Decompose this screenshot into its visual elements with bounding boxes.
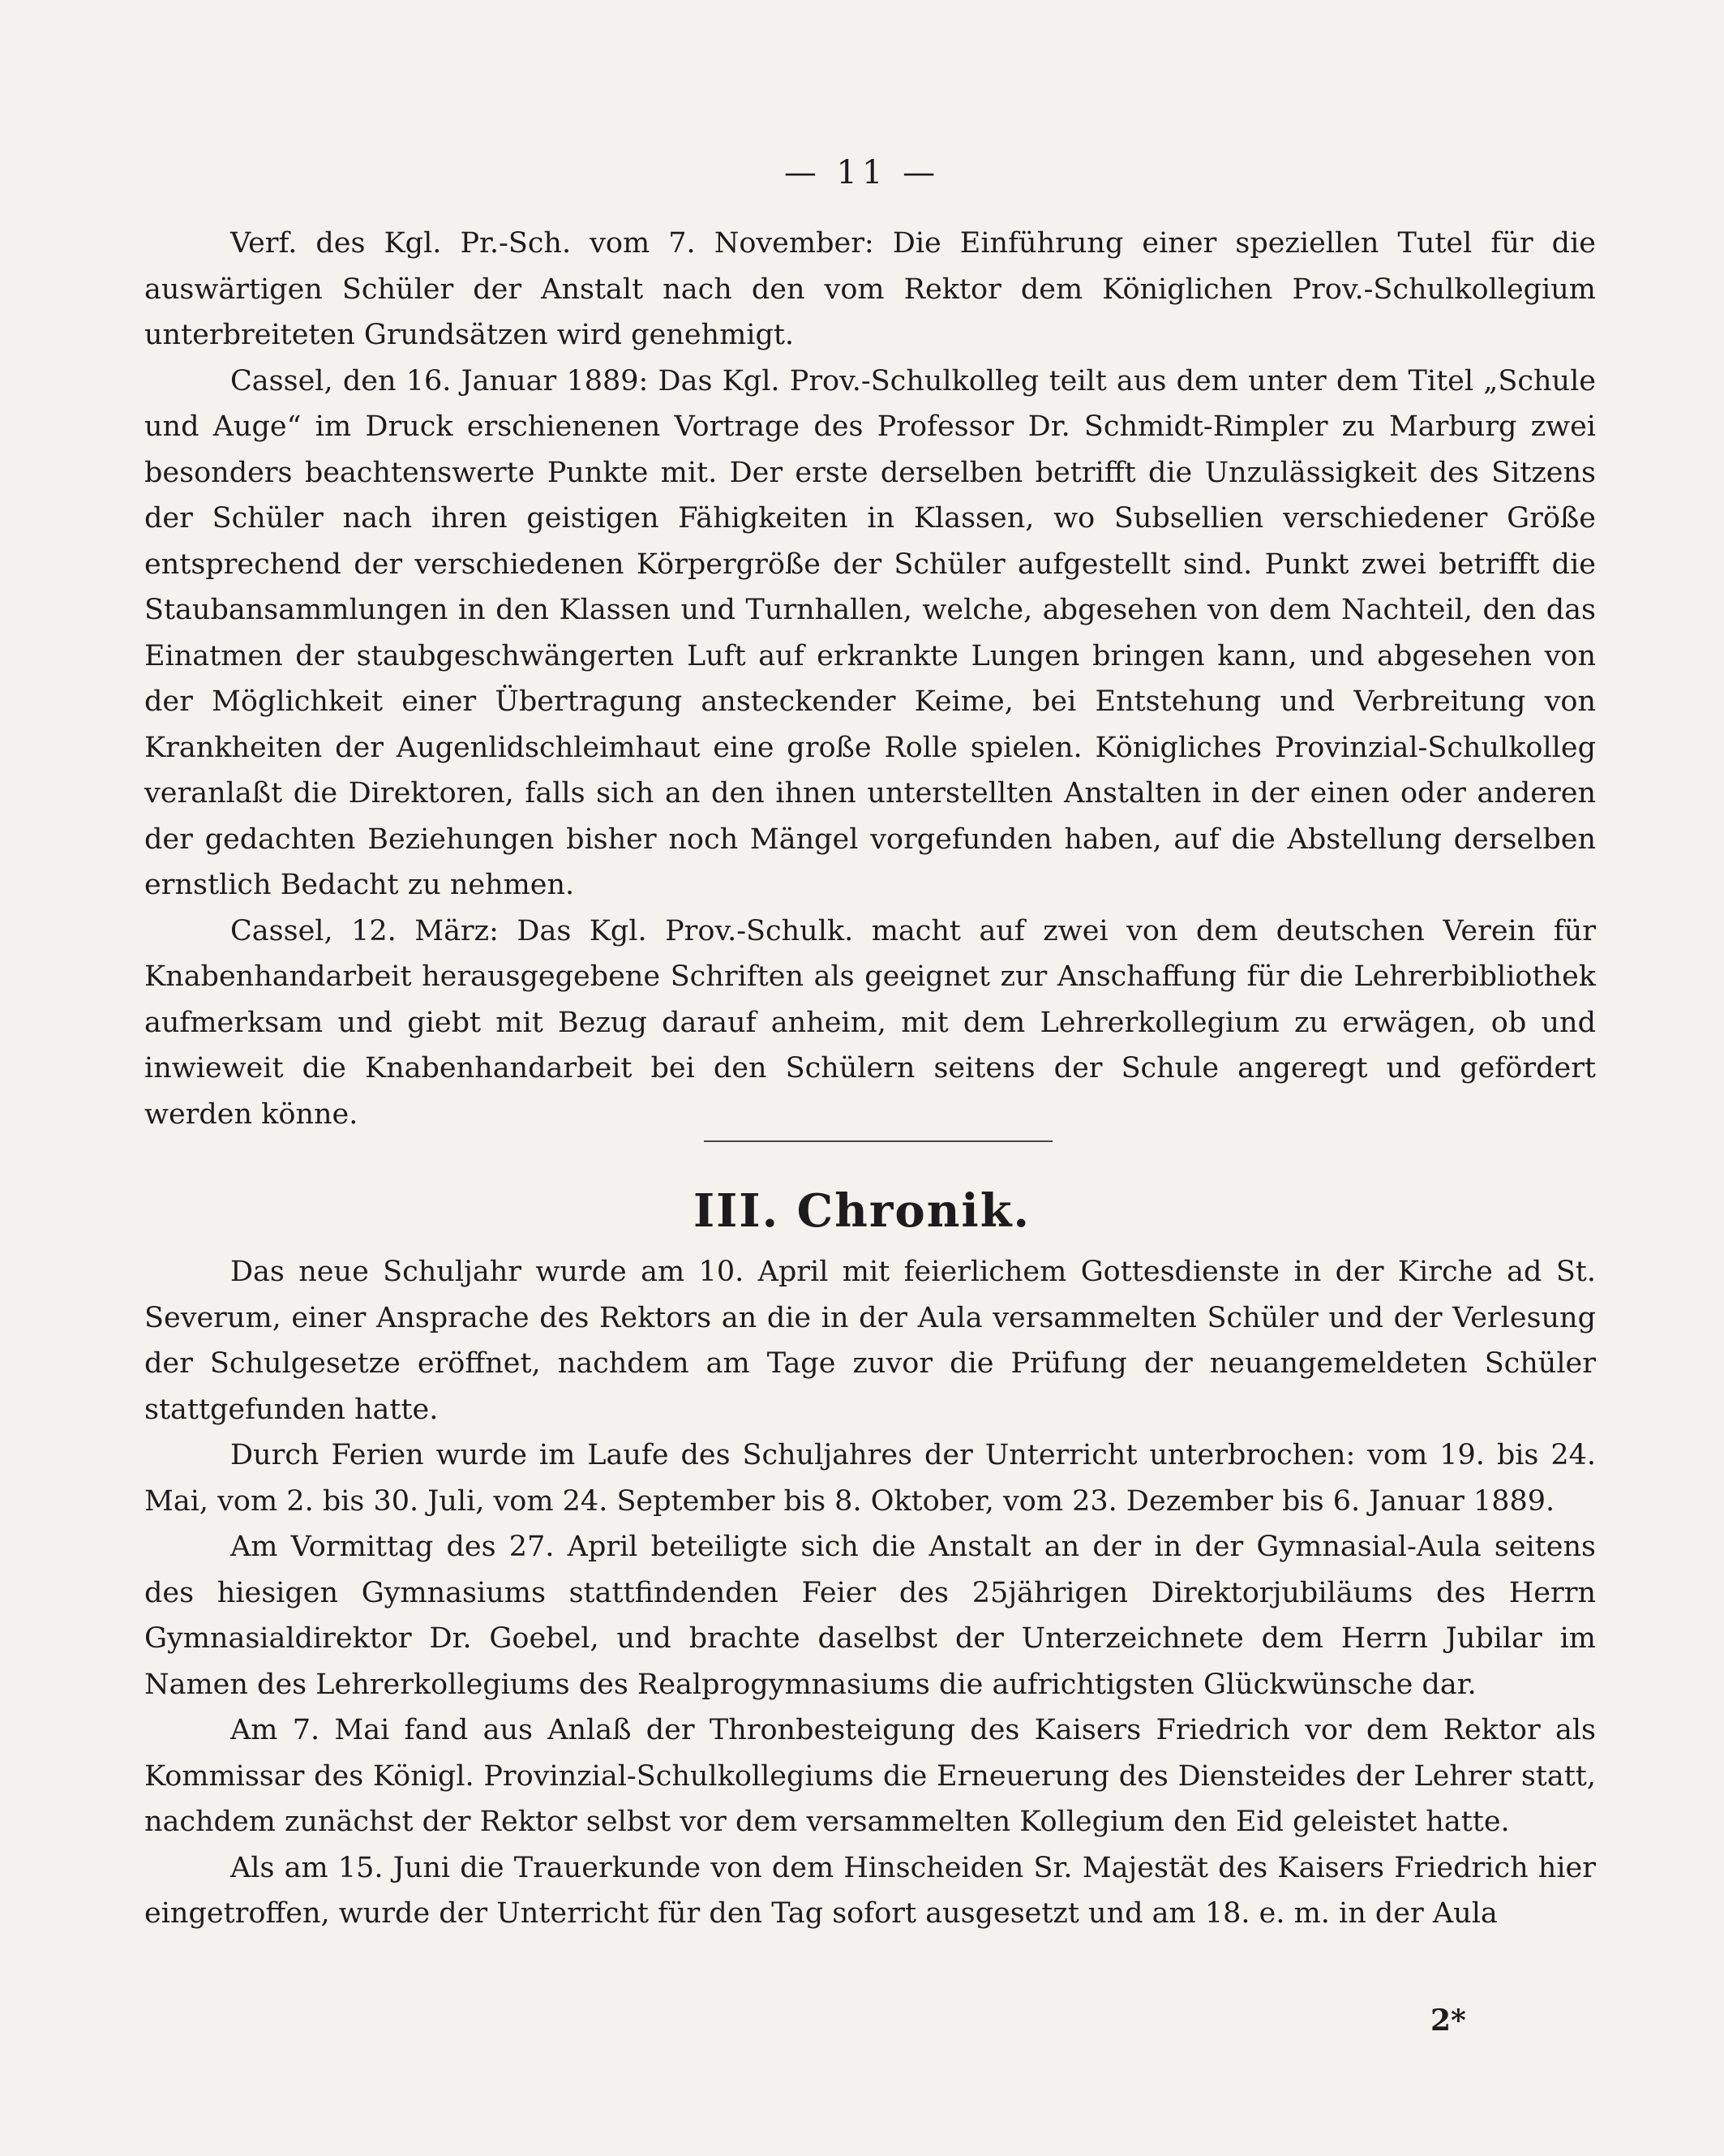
decree-paragraph-3: Cassel, 12. März: Das Kgl. Prov.-Schulk. macht auf zwei von dem deutschen Verein für Knabenhandarbeit herausgegebene Schriften als geeignet zur Anschaffung für die Lehrerbibliothek aufmerksam und giebt mit Bezug darauf anheim, mit dem Lehrerkollegium zu erwägen, ob und inwieweit die Knabenhandarbeit bei den Schülern seitens der Schule angeregt und gefördert werden könne. [144, 914, 1596, 1131]
chronik-section [144, 1249, 1596, 1937]
signature-mark: 2* [1430, 2004, 1466, 2038]
chronik-paragraph-1: Das neue Schuljahr wurde am 10. April mit feierlichem Gottesdienste in der Kirche ad St. Severum, einer Ansprache des Rektors an die in der Aula versammelten Schüler und der Verlesung der Schulgesetze eröffnet, nachdem am Tage zuvor die Prüfung der neuangemeldeten Schüler stattgefunden hatte. [144, 1256, 1596, 1426]
chronik-paragraph-5: Als am 15. Juni die Trauerkunde von dem Hinscheiden Sr. Majestät des Kaisers Friedrich hier eingetroffen, wurde der Unterricht für den Tag sofort ausgesetzt und am 18. e. m. in der Aula [144, 1851, 1596, 1930]
section-heading: III. Chronik. [693, 1184, 1031, 1238]
chronik-paragraph-2: Durch Ferien wurde im Laufe des Schuljahres der Unterricht unterbrochen: vom 19. bis 24. Mai, vom 2. bis 30. Juli, vom 24. September bis 8. Oktober, vom 23. Dezember bis 6. Januar 1889. [144, 1439, 1596, 1518]
decree-paragraph-2: Cassel, den 16. Januar 1889: Das Kgl. Prov.-Schulkolleg teilt aus dem unter dem Titel „Schule und Auge“ im Druck erschienenen Vortrage des Professor Dr. Schmidt-Rimpler zu Marburg zwei besonders beachtenswerte Punkte mit. Der erste derselben betrifft die Unzulässigkeit des Sitzens der Schüler nach ihren geistigen Fähigkeiten in Klassen, wo Subsellien verschiedener Größe entsprechend der verschiedenen Körpergröße der Schüler aufgestellt sind. Punkt zwei betrifft die Staubansammlungen in den Klassen und Turnhallen, welche, abgesehen von dem Nachteil, den das Einatmen der staubgeschwängerten Luft auf erkrankte Lungen bringen kann, und abgesehen von der Möglichkeit einer Übertragung ansteckender Keime, bei Entstehung und Verbreitung von Krankheiten der Augenlidschleimhaut eine große Rolle spielen. Königliches Provinzial-Schulkolleg veranlaßt die Direktoren, falls sich an den ihnen unterstellten Anstalten in der einen oder anderen der gedachten Beziehungen bisher noch Mängel vorgefunden haben, auf die Abstellung derselben ernstlich Bedacht zu nehmen. [144, 364, 1596, 901]
decrees-section [144, 221, 1596, 1137]
decree-paragraph-1: Verf. des Kgl. Pr.-Sch. vom 7. November: Die Einführung einer speziellen Tutel für die auswärtigen Schüler der Anstalt nach den vom Rektor dem Königlichen Prov.-Schulkollegium unterbreiteten Grundsätzen wird genehmigt. [144, 227, 1596, 351]
page-number: — 11 — [783, 154, 941, 191]
section-divider [704, 1140, 1053, 1142]
chronik-paragraph-3: Am Vormittag des 27. April beteiligte sich die Anstalt an der in der Gymnasial-Aula seitens des hiesigen Gymnasiums stattfindenden Feier des 25jährigen Direktorjubiläums des Herrn Gymnasialdirektor Dr. Goebel, und brachte daselbst der Unterzeichnete dem Herrn Jubilar im Namen des Lehrerkollegiums des Realprogymnasiums die aufrichtigsten Glückwünsche dar. [144, 1531, 1596, 1701]
chronik-paragraph-4: Am 7. Mai fand aus Anlaß der Thronbesteigung des Kaisers Friedrich vor dem Rektor als Kommissar des Königl. Provinzial-Schulkollegiums die Erneuerung des Diensteides der Lehrer statt, nachdem zunächst der Rektor selbst vor dem versammelten Kollegium den Eid geleistet hatte. [144, 1714, 1596, 1838]
